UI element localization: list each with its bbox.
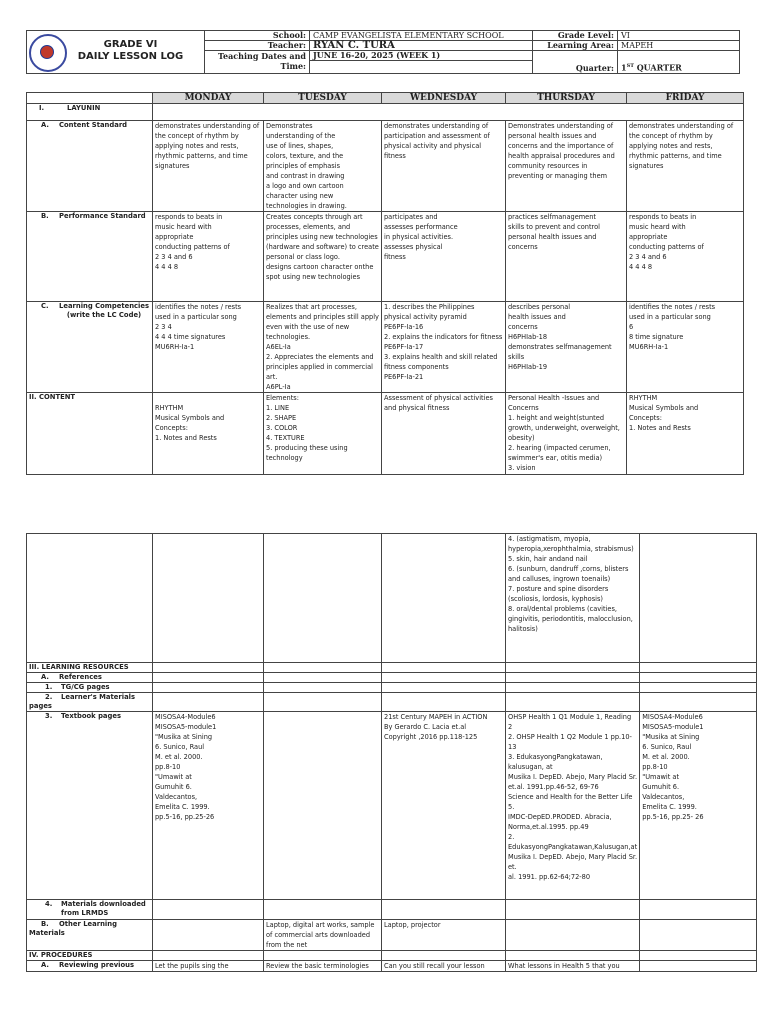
performance-standard-thursday: practices selfmanagement skills to prevent and control personal health issues and concerns bbox=[506, 212, 627, 302]
title-dll: DAILY LESSON LOG bbox=[77, 51, 184, 62]
title-grade: GRADE VI bbox=[103, 39, 158, 50]
performance-standard-tuesday: Creates concepts through art processes, elements, and principles using new technologies (hardware and software) to create personal or class logo. designs cartoon character onthe spot using new technologies bbox=[264, 212, 382, 302]
teacher-label: Teacher: bbox=[205, 41, 310, 51]
day-header-tuesday: TUESDAY bbox=[264, 93, 382, 104]
row-label-reviewing: A. Reviewing previous bbox=[27, 961, 153, 972]
reviewing-friday bbox=[640, 961, 757, 972]
content-cont-monday bbox=[153, 534, 264, 663]
row-label-competencies: C. Learning Competencies (write the LC Code) bbox=[27, 302, 153, 393]
deped-seal-icon bbox=[29, 32, 67, 74]
performance-standard-wednesday: participates and assesses performance in physical activities. assesses physical fitness bbox=[382, 212, 506, 302]
content-cont-wednesday bbox=[382, 534, 506, 663]
quarter-value: 1ST QUARTER bbox=[618, 61, 740, 74]
textbook-monday: MISOSA4-Module6 MISOSA5-module1 "Musika at Sining 6. Sunico, Raul M. et al. 2000. pp.8-10 "Umawit at Gumuhit 6. Valdecantos, Emelita C. 1999. pp.5-16, pp.25-26 bbox=[153, 712, 264, 900]
textbook-thursday: OHSP Health 1 Q1 Module 1, Reading 2 2. OHSP Health 1 Q2 Module 1 pp.10-13 3. EdukasyongPangkatawan, kalusugan, at Musika I. DepED. Abejo, Mary Placid Sr. et.al. 1991.pp.46-52, 69-76 Science and Health for the Better Life 5. IMDC-DepED.PRODED. Abracia, Norma,et.al.1995. pp.49 2. EdukasyongPangkatawan,Kalusugan,at Musika I. DepED. Abejo, Mary Placid Sr. et. al. 1991. pp.62-64;72-80 bbox=[506, 712, 640, 900]
lesson-log-table-page1 bbox=[26, 92, 744, 475]
row-label-lm-pages: 2. Learner's Materials pages bbox=[27, 693, 153, 712]
content-standard-tuesday: Demonstrates understanding of the use of lines, shapes, colors, texture, and the principles of emphasis and contrast in drawing a logo and own cartoon character using new technologies in drawing. bbox=[264, 121, 382, 212]
school-value: CAMP EVANGELISTA ELEMENTARY SCHOOL bbox=[310, 31, 533, 41]
grade-level-value: VI bbox=[618, 31, 740, 41]
row-label-performance-standard: B. Performance Standard bbox=[27, 212, 153, 302]
competencies-friday: identifies the notes / rests used in a particular song 6 8 time signature MU6RH-Ia-1 bbox=[627, 302, 744, 393]
school-label: School: bbox=[205, 31, 310, 41]
header-table bbox=[26, 30, 740, 74]
day-header-thursday: THURSDAY bbox=[506, 93, 627, 104]
other-materials-tuesday: Laptop, digital art works, sample of commercial arts downloaded from the net bbox=[264, 920, 382, 951]
content-cont-thursday: 4. (astigmatism, myopia, hyperopia,xerophthalmia, strabismus) 5. skin, hair andand nail 6. (sunburn, dandruff ,corns, blisters and calluses, ingrown toenails) 7. posture and spine disorders (scoliosis, lordosis, kyphosis) 8. oral/dental problems (cavities, gingivitis, periodontitis, malocclusion, halitosis) bbox=[506, 534, 640, 663]
row-label-other-materials: B. Other Learning Materials bbox=[27, 920, 153, 951]
row-label-objectives: I. LAYUNIN bbox=[27, 104, 153, 121]
textbook-wednesday: 21st Century MAPEH in ACTION By Gerardo C. Lacia et.al Copyright ,2016 pp.118-125 bbox=[382, 712, 506, 900]
row-label-tg-pages: 1. TG/CG pages bbox=[27, 683, 153, 693]
row-label-lrmds: 4. Materials downloaded from LRMDS bbox=[27, 900, 153, 920]
row-label-learning-resources: III. LEARNING RESOURCES bbox=[27, 663, 153, 673]
competencies-monday: identifies the notes / rests used in a particular song 2 3 4 4 4 4 time signatures MU6RH-Ia-1 bbox=[153, 302, 264, 393]
reviewing-tuesday: Review the basic terminologies bbox=[264, 961, 382, 972]
competencies-wednesday: 1. describes the Philippines physical activity pyramid PE6PF-Ia-16 2. explains the indicators for fitness PE6PF-Ia-17 3. explains health and skill related fitness components PE6PF-Ia-21 bbox=[382, 302, 506, 393]
competencies-tuesday: Realizes that art processes, elements and principles still apply even with the use of new technologies. A6EL-Ia 2. Appreciates the elements and principles applied in commercial art. A6PL-Ia bbox=[264, 302, 382, 393]
row-label-procedures: IV. PROCEDURES bbox=[27, 951, 153, 961]
teacher-value: RYAN C. TURA bbox=[310, 41, 533, 51]
other-materials-monday bbox=[153, 920, 264, 951]
day-header-monday: MONDAY bbox=[153, 93, 264, 104]
row-label-content: II. CONTENT bbox=[27, 393, 153, 475]
content-standard-thursday: Demonstrates understanding of personal health issues and concerns and the importance of health appraisal procedures and community resources in preventing or managing them bbox=[506, 121, 627, 212]
textbook-tuesday bbox=[264, 712, 382, 900]
row-label-content-standard: A. Content Standard bbox=[27, 121, 153, 212]
learning-area-value: MAPEH bbox=[618, 41, 740, 51]
content-tuesday: Elements: 1. LINE 2. SHAPE 3. COLOR 4. TEXTURE 5. producing these using technology bbox=[264, 393, 382, 475]
performance-standard-friday: responds to beats in music heard with appropriate conducting patterns of 2 3 4 and 6 4 4 4 8 bbox=[627, 212, 744, 302]
grade-level-label: Grade Level: bbox=[533, 31, 618, 41]
content-monday: RHYTHM Musical Symbols and Concepts: 1. Notes and Rests bbox=[153, 393, 264, 475]
learning-area-label: Learning Area: bbox=[533, 41, 618, 51]
content-friday: RHYTHM Musical Symbols and Concepts: 1. Notes and Rests bbox=[627, 393, 744, 475]
reviewing-monday: Let the pupils sing the bbox=[153, 961, 264, 972]
dates-value: JUNE 16-20, 2025 (WEEK 1) bbox=[310, 51, 533, 61]
title-block bbox=[27, 31, 205, 74]
lesson-log-table-page2 bbox=[26, 533, 757, 972]
content-standard-friday: demonstrates understanding of the concept of rhythm by applying notes and rests, rhythmic patterns, and time signatures bbox=[627, 121, 744, 212]
other-materials-friday bbox=[640, 920, 757, 951]
dates-label: Teaching Dates and Time: bbox=[205, 51, 310, 74]
day-header-friday: FRIDAY bbox=[627, 93, 744, 104]
textbook-friday: MISOSA4-Module6 MISOSA5-module1 "Musika at Sining 6. Sunico, Raul M. et al. 2000. pp.8-10 "Umawit at Gumuhit 6. Valdecantos, Emelita C. 1999. pp.5-16, pp.25- 26 bbox=[640, 712, 757, 900]
other-materials-wednesday: Laptop, projector bbox=[382, 920, 506, 951]
content-thursday: Personal Health -Issues and Concerns 1. height and weight(stunted growth, underweight, overweight, obesity) 2. hearing (impacted cerumen, swimmer's ear, otitis media) 3. vision bbox=[506, 393, 627, 475]
content-standard-wednesday: demonstrates understanding of participation and assessment of physical activity and physical fitness bbox=[382, 121, 506, 212]
other-materials-thursday bbox=[506, 920, 640, 951]
reviewing-thursday: What lessons in Health 5 that you bbox=[506, 961, 640, 972]
competencies-thursday: describes personal health issues and concerns H6PHIab-18 demonstrates selfmanagement skills H6PHIab-19 bbox=[506, 302, 627, 393]
content-cont-tuesday bbox=[264, 534, 382, 663]
day-header-wednesday: WEDNESDAY bbox=[382, 93, 506, 104]
content-standard-monday: demonstrates understanding of the concept of rhythm by applying notes and rests, rhythmic patterns, and time signatures bbox=[153, 121, 264, 212]
row-label-textbook-pages: 3. Textbook pages bbox=[27, 712, 153, 900]
content-cont-friday bbox=[640, 534, 757, 663]
content-wednesday: Assessment of physical activities and physical fitness bbox=[382, 393, 506, 475]
performance-standard-monday: responds to beats in music heard with appropriate conducting patterns of 2 3 4 and 6 4 4 4 8 bbox=[153, 212, 264, 302]
reviewing-wednesday: Can you still recall your lesson bbox=[382, 961, 506, 972]
quarter-label: Quarter: bbox=[533, 61, 618, 74]
row-label-references: A. References bbox=[27, 673, 153, 683]
